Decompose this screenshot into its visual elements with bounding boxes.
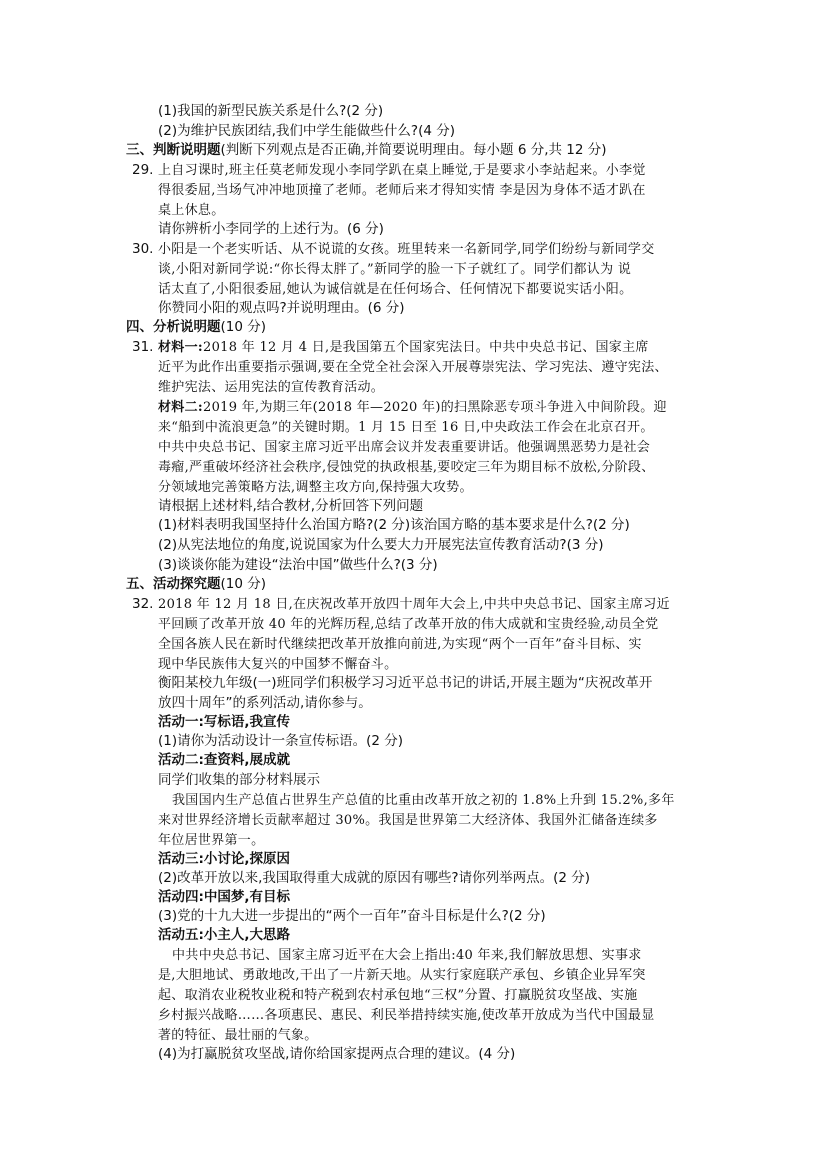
- q29-num: 29.: [132, 162, 154, 178]
- q31-material-2-line-2: 来“船到中流浪更急”的关键时期。1 月 15 日至 16 日,中央政法工作会在北京召开。: [158, 420, 654, 435]
- activity-4-title: 活动四:中国梦,有目标: [158, 889, 291, 905]
- q29-line-1: 上自习课时,班主任莫老师发现小李同学趴在桌上睡觉,于是要求小李站起来。小李觉: [158, 163, 646, 178]
- q32-activity-intro-line-2: 放四十周年”的系列活动,请你参与。: [158, 695, 372, 711]
- q31-material-1-line-3: 维护宪法、运用宪法的宣传教育活动。: [158, 380, 385, 395]
- section-5-header: [126, 575, 266, 594]
- q29-line-3: 桌上休息。: [158, 203, 225, 218]
- section-3-heading: 三、判断说明题: [126, 142, 221, 158]
- activity-2-line-1: 我国国内生产总值占世界生产总值的比重由改革开放之初的 1.8%上升到 15.2%,多年: [172, 793, 675, 808]
- q31-material-1-line-1: [158, 338, 649, 357]
- activity-5-line-1: 中共中央总书记、国家主席习近平在大会上指出:40 年来,我们解放思想、实事求: [172, 948, 642, 963]
- activity-5-line-5: 著的特征、最壮丽的气象。: [158, 1028, 318, 1043]
- section-4-heading: 四、分析说明题: [126, 319, 221, 335]
- activity-1-question: (1)请你为活动设计一条宣传标语。(2 分): [158, 733, 404, 749]
- activity-5-line-3: 起、取消农业税牧业税和特产税到农村承包地“三权”分置、打赢脱贫攻坚战、实施: [158, 988, 638, 1003]
- activity-2-subtitle: 同学们收集的部分材料展示: [158, 772, 320, 788]
- q30-line-1: 小阳是一个老实听话、从不说谎的女孩。班里转来一名新同学,同学们纷纷与新同学交: [158, 242, 655, 257]
- q31-num: 31.: [132, 339, 154, 355]
- q32-intro-line-1: 2018 年 12 月 18 日,在庆祝改革开放四十周年大会上,中共中央总书记、国家主席习近: [158, 597, 670, 612]
- q31-material-2-text: 2019 年,为期三年(2018 年—2020 年)的扫黑除恶专项斗争进入中间阶段。迎: [203, 400, 667, 415]
- section-3-note: (判断下列观点是否正确,并简要说明理由。每小题 6 分,共 12 分): [220, 142, 607, 158]
- q32-num: 32.: [132, 596, 154, 612]
- q31-material-2-label: 材料二:: [158, 400, 203, 415]
- section-5-score: (10 分): [220, 576, 267, 592]
- q31-material-2-line-4: 毒瘤,严重破坏经济社会秩序,侵蚀党的执政根基,要咬定三年为期目标不放松,分阶段、: [158, 460, 655, 475]
- q31-prompt: 请根据上述材料,结合教材,分析回答下列问题: [158, 498, 424, 514]
- q30-line-2: 谈,小阳对新同学说:“你长得太胖了。”新同学的脸一下子就红了。同学们都认为 说: [158, 262, 632, 277]
- q28-sub1: (1)我国的新型民族关系是什么?(2 分): [158, 103, 384, 119]
- activity-2-line-3: 年位居世界第一。: [158, 833, 265, 848]
- q31-material-1-label: 材料一:: [158, 340, 203, 355]
- activity-3-question: (2)改革开放以来,我国取得重大成就的原因有哪些?请你列举两点。(2 分): [158, 870, 590, 886]
- q31-material-1-text: 2018 年 12 月 4 日,是我国第五个国家宪法日。中共中央总书记、国家主席: [203, 340, 649, 355]
- q32-intro-line-4: 现中华民族伟大复兴的中国梦不懈奋斗。: [158, 657, 398, 672]
- activity-3-title: 活动三:小讨论,探原因: [158, 851, 291, 867]
- activity-2-title: 活动二:查资料,展成就: [158, 752, 291, 768]
- activity-2-line-2: 来对世界经济增长贡献率超过 30%。我国是世界第二大经济体、我国外汇储备连续多: [158, 813, 658, 828]
- q32-intro-line-3: 全国各族人民在新时代继续把改革开放推向前进,为实现“两个一百年”奋斗目标、实: [158, 637, 642, 652]
- section-5-heading: 五、活动探究题: [126, 576, 221, 592]
- q28-sub2: (2)为维护民族团结,我们中学生能做些什么?(4 分): [158, 123, 455, 139]
- q31-material-2-line-3: 中共中央总书记、国家主席习近平出席会议并发表重要讲话。他强调黑恶势力是社会: [158, 440, 651, 455]
- q31-sub2: (2)从宪法地位的角度,说说国家为什么要大力开展宪法宣传教育活动?(3 分): [158, 537, 604, 553]
- q30-question: 你赞同小阳的观点吗?并说明理由。(6 分): [158, 300, 405, 316]
- q31-sub1: (1)材料表明我国坚持什么治国方略?(2 分)该治国方略的基本要求是什么?(2 分): [158, 517, 630, 533]
- activity-5-line-2: 是,大胆地试、勇敢地改,干出了一片新天地。从实行家庭联产承包、乡镇企业异军突: [158, 968, 646, 983]
- q32-activity-intro-line-1: 衡阳某校九年级(一)班同学们积极学习习近平总书记的讲话,开展主题为“庆祝改革开: [158, 675, 653, 691]
- q31-sub3: (3)谈谈你能为建设“法治中国”做些什么?(3 分): [158, 557, 438, 573]
- q29-question: 请你辨析小李同学的上述行为。(6 分): [158, 221, 384, 237]
- activity-5-question: (4)为打赢脱贫攻坚战,请你给国家提两点合理的建议。(4 分): [158, 1046, 516, 1062]
- section-3-header: [126, 141, 607, 160]
- q30-line-3: 话太直了,小阳很委屈,她认为诚信就是在任何场合、任何情况下都要说实话小阳。: [158, 282, 633, 297]
- q31-material-2-line-1: [158, 398, 667, 417]
- q30-num: 30.: [132, 241, 154, 257]
- activity-4-question: (3)党的十九大进一步提出的“两个一百年”奋斗目标是什么?(2 分): [158, 908, 546, 924]
- activity-5-line-4: 乡村振兴战略……各项惠民、惠民、利民举措持续实施,使改革开放成为当代中国最显: [158, 1008, 655, 1023]
- q29-line-2: 得很委屈,当场气冲冲地顶撞了老师。老师后来才得知实情 李是因为身体不适才趴在: [158, 183, 646, 198]
- q31-material-2-line-5: 分领域地完善策略方法,调整主攻方向,保持强大攻势。: [158, 480, 473, 495]
- q31-material-1-line-2: 近平为此作出重要指示强调,要在全党全社会深入开展尊崇宪法、学习宪法、遵守宪法、: [158, 360, 668, 375]
- activity-5-title: 活动五:小主人,大思路: [158, 927, 291, 943]
- section-4-score: (10 分): [220, 319, 267, 335]
- q32-intro-line-2: 平回顾了改革开放 40 年的光辉历程,总结了改革开放的伟大成就和宝贵经验,动员全党: [158, 617, 659, 632]
- section-4-header: [126, 318, 266, 337]
- activity-1-title: 活动一:写标语,我宣传: [158, 714, 291, 730]
